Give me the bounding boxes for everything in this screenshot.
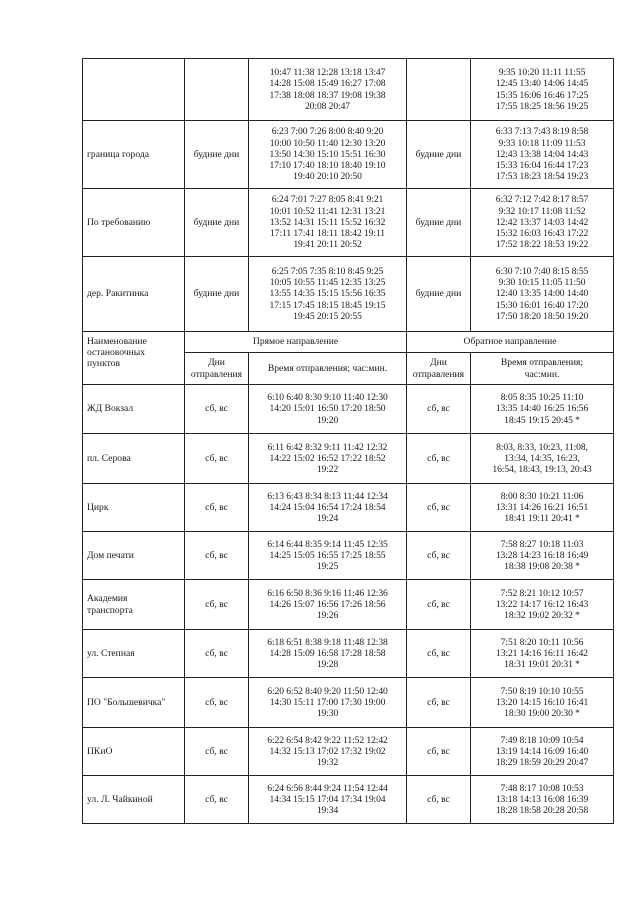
table-row <box>83 580 614 630</box>
stop-name: граница города <box>83 121 185 189</box>
times-forward: 6:16 6:50 8:36 9:16 11:46 12:36 14:26 15:07 16:56 17:26 18:56 19:26 <box>249 580 407 630</box>
days-backward <box>407 59 471 121</box>
stop-name: Дом печати <box>83 532 185 580</box>
header-stop-name: Наименование остановочных пунктов <box>83 332 185 385</box>
times-backward: 6:33 7:13 7:43 8:19 8:58 9:33 10:18 11:09 11:53 12:43 13:38 14:04 14:43 15:33 16:04 16:44 17:23 17:53 18:23 18:54 19:23 <box>471 121 614 189</box>
table-row <box>83 484 614 532</box>
days-forward: сб, вс <box>185 776 249 824</box>
times-backward: 7:52 8:21 10:12 10:57 13:22 14:17 16:12 16:43 18:32 19:02 20:32 * <box>471 580 614 630</box>
days-backward: сб, вс <box>407 776 471 824</box>
days-forward: сб, вс <box>185 580 249 630</box>
table-row <box>83 59 614 121</box>
stop-name: ул. Степная <box>83 630 185 678</box>
days-forward: сб, вс <box>185 728 249 776</box>
table-row <box>83 121 614 189</box>
times-backward: 7:50 8:19 10:10 10:55 13:20 14:15 16:10 16:41 18:30 19:00 20:30 * <box>471 678 614 728</box>
stop-name: ЖД Вокзал <box>83 385 185 434</box>
table-row <box>83 630 614 678</box>
times-forward: 6:24 7:01 7:27 8:05 8:41 9:21 10:01 10:52 11:41 12:31 13:21 13:52 14:31 15:11 15:52 16:32 17:11 17:41 18:11 18:42 19:11 19:41 20:11 20:52 <box>249 189 407 257</box>
times-forward: 6:11 6:42 8:32 9:11 11:42 12:32 14:22 15:02 16:52 17:22 18:52 19:22 <box>249 434 407 484</box>
stop-name: По требованию <box>83 189 185 257</box>
schedule-table <box>82 58 614 824</box>
times-backward: 7:51 8:20 10:11 10:56 13:21 14:16 16:11 16:42 18:31 19:01 20:31 * <box>471 630 614 678</box>
times-forward: 6:25 7:05 7:35 8:10 8:45 9:25 10:05 10:55 11:45 12:35 13:25 13:55 14:35 15:15 15:56 16:35 17:15 17:45 18:15 18:45 19:15 19:45 20:15 20:55 <box>249 257 407 332</box>
days-forward <box>185 59 249 121</box>
header-days-forward: Дни отправления <box>185 353 249 385</box>
days-backward: сб, вс <box>407 484 471 532</box>
stop-name: ПКиО <box>83 728 185 776</box>
table-header <box>83 332 614 385</box>
days-forward: сб, вс <box>185 678 249 728</box>
times-forward: 6:13 6:43 8:34 8:13 11:44 12:34 14:24 15:04 16:54 17:24 18:54 19:24 <box>249 484 407 532</box>
stop-name: ул. Л. Чайкиной <box>83 776 185 824</box>
header-days-backward: Дни отправления <box>407 353 471 385</box>
times-forward: 6:18 6:51 8:38 9:18 11:48 12:38 14:28 15:09 16:58 17:28 18:58 19:28 <box>249 630 407 678</box>
times-forward: 6:10 6:40 8:30 9:10 11:40 12:30 14:20 15:01 16:50 17:20 18:50 19:20 <box>249 385 407 434</box>
days-backward: будние дни <box>407 257 471 332</box>
table-row <box>83 532 614 580</box>
days-forward: сб, вс <box>185 484 249 532</box>
days-backward: сб, вс <box>407 630 471 678</box>
header-time-forward: Время отправления; час:мин. <box>249 353 407 385</box>
days-backward: сб, вс <box>407 728 471 776</box>
days-backward: сб, вс <box>407 580 471 630</box>
times-backward: 8:00 8:30 10:21 11:06 13:31 14:26 16:21 16:51 18:41 19:11 20:41 * <box>471 484 614 532</box>
days-backward: сб, вс <box>407 385 471 434</box>
times-backward: 7:48 8:17 10:08 10:53 13:18 14:13 16:08 16:39 18:28 18:58 20:28 20:58 <box>471 776 614 824</box>
weekday-section <box>83 59 614 332</box>
table-row <box>83 678 614 728</box>
times-backward: 8:03, 8:33, 10:23, 11:08, 13:34, 14:35, 16:23, 16:54, 18:43, 19:13, 20:43 <box>471 434 614 484</box>
header-backward-direction: Обратное направление <box>407 332 614 353</box>
times-backward: 7:58 8:27 10:18 11:03 13:28 14:23 16:18 16:49 18:38 19:08 20:38 * <box>471 532 614 580</box>
stop-name <box>83 59 185 121</box>
stop-name: Академия транспорта <box>83 580 185 630</box>
table-row <box>83 189 614 257</box>
stop-name: пл. Серова <box>83 434 185 484</box>
table-row <box>83 385 614 434</box>
table-row <box>83 434 614 484</box>
times-backward: 7:49 8:18 10:09 10:54 13:19 14:14 16:09 16:40 18:29 18:59 20:29 20:47 <box>471 728 614 776</box>
times-forward: 10:47 11:38 12:28 13:18 13:47 14:28 15:08 15:49 16:27 17:08 17:38 18:08 18:37 19:08 19:38 20:08 20:47 <box>249 59 407 121</box>
days-forward: сб, вс <box>185 385 249 434</box>
days-forward: будние дни <box>185 189 249 257</box>
days-forward: сб, вс <box>185 434 249 484</box>
weekend-section <box>83 385 614 824</box>
stop-name: дер. Ракитинка <box>83 257 185 332</box>
schedule-page <box>82 58 613 824</box>
times-forward: 6:22 6:54 8:42 9:22 11:52 12:42 14:32 15:13 17:02 17:32 19:02 19:32 <box>249 728 407 776</box>
times-backward: 6:32 7:12 7:42 8:17 8:57 9:32 10:17 11:08 11:52 12:42 13:37 14:03 14:42 15:32 16:03 16:43 17:22 17:52 18:22 18:53 19:22 <box>471 189 614 257</box>
times-forward: 6:14 6:44 8:35 9:14 11:45 12:35 14:25 15:05 16:55 17:25 18:55 19:25 <box>249 532 407 580</box>
times-backward: 8:05 8:35 10:25 11:10 13:35 14:40 16:25 16:56 18:45 19:15 20:45 * <box>471 385 614 434</box>
days-forward: будние дни <box>185 121 249 189</box>
header-time-backward: Время отправления; час:мин. <box>471 353 614 385</box>
days-forward: сб, вс <box>185 630 249 678</box>
table-row <box>83 776 614 824</box>
times-backward: 6:30 7:10 7:40 8:15 8:55 9:30 10:15 11:05 11:50 12:40 13:35 14:00 14:40 15:30 16:01 16:40 17:20 17:50 18:20 18:50 19:20 <box>471 257 614 332</box>
stop-name: ПО "Большевичка" <box>83 678 185 728</box>
days-backward: сб, вс <box>407 434 471 484</box>
table-row <box>83 257 614 332</box>
times-backward: 9:35 10:20 11:11 11:55 12:45 13:40 14:06 14:45 15:35 16:06 16:46 17:25 17:55 18:25 18:56 19:25 <box>471 59 614 121</box>
days-backward: будние дни <box>407 189 471 257</box>
times-forward: 6:23 7:00 7:26 8:00 8:40 9:20 10:00 10:50 11:40 12:30 13:20 13:50 14:30 15:10 15:51 16:30 17:10 17:40 18:10 18:40 19:10 19:40 20:10 20:50 <box>249 121 407 189</box>
days-backward: сб, вс <box>407 532 471 580</box>
times-forward: 6:24 6:56 8:44 9:24 11:54 12:44 14:34 15:15 17:04 17:34 19:04 19:34 <box>249 776 407 824</box>
header-forward-direction: Прямое направление <box>185 332 407 353</box>
days-backward: сб, вс <box>407 678 471 728</box>
days-forward: будние дни <box>185 257 249 332</box>
times-forward: 6:20 6:52 8:40 9:20 11:50 12:40 14:30 15:11 17:00 17:30 19:00 19:30 <box>249 678 407 728</box>
days-forward: сб, вс <box>185 532 249 580</box>
days-backward: будние дни <box>407 121 471 189</box>
table-row <box>83 728 614 776</box>
stop-name: Цирк <box>83 484 185 532</box>
